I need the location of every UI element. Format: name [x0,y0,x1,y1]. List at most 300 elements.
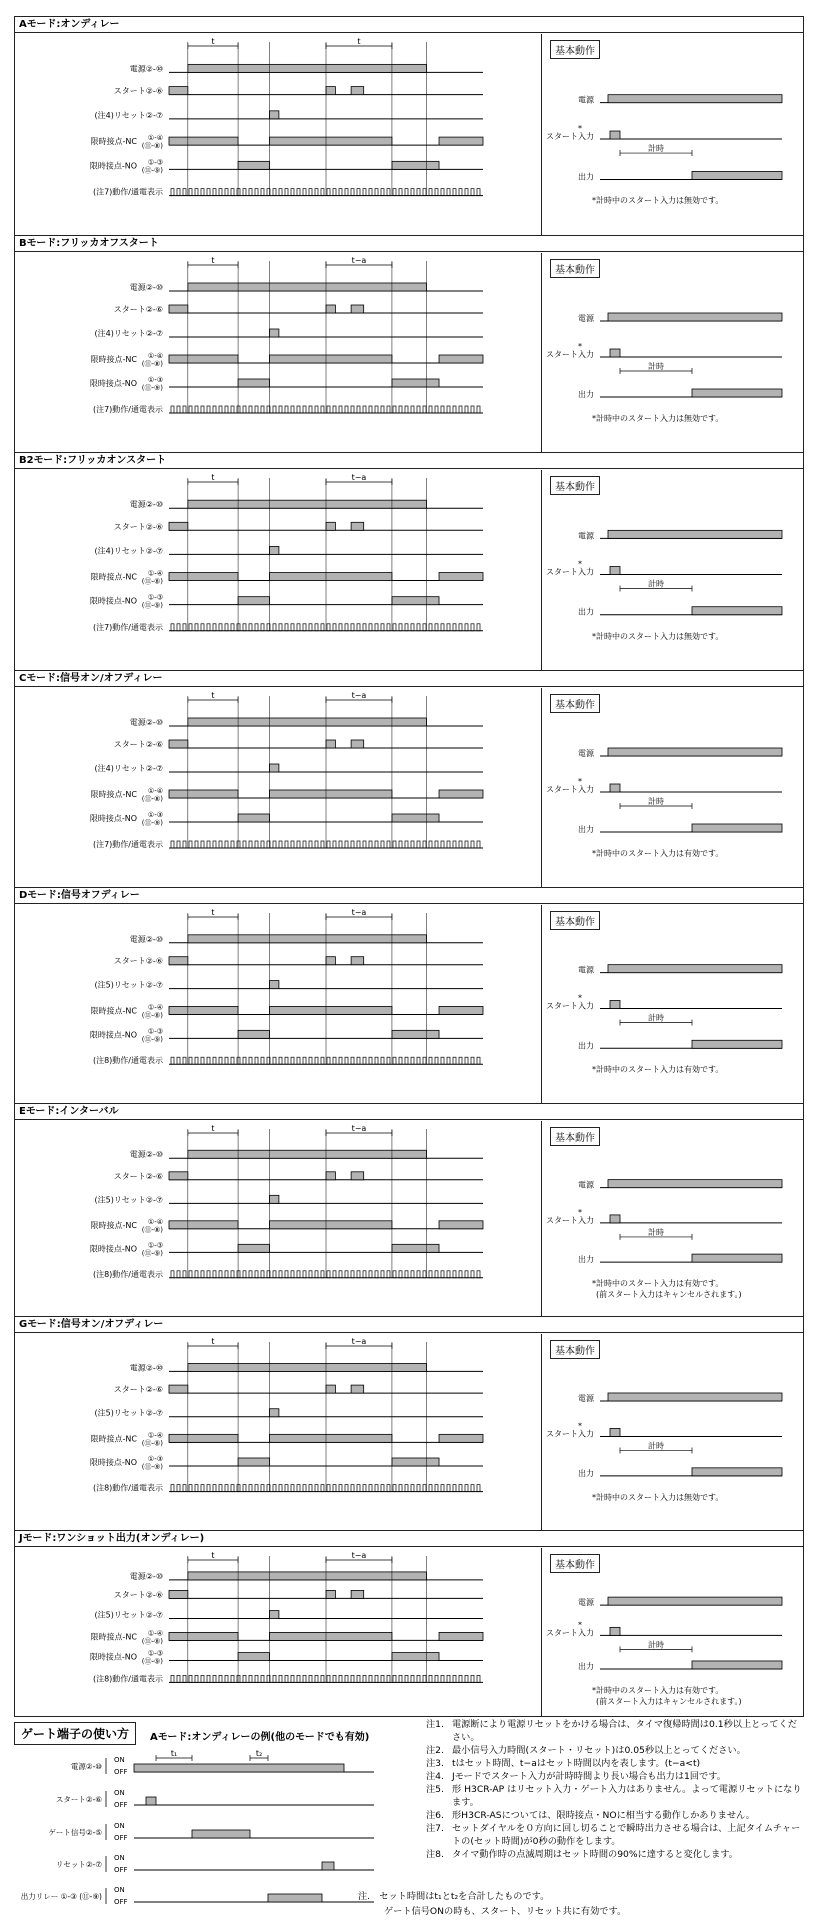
operation-blink [363,841,366,848]
operation-blink [255,189,258,196]
start-pulse [351,1590,364,1598]
operation-blink [201,406,204,413]
operation-blink [459,1675,462,1682]
no-pins-label: (⑪-⑨) [141,166,163,175]
nc-pulse [169,137,238,145]
operation-blink [243,624,246,631]
gate-on-label: ON [114,1886,125,1894]
start-pulse [326,1385,335,1393]
basic-operation-note: *計時中のスタート入力は無効です。 [592,414,724,423]
basic-start-label: スタート入力 [546,1429,594,1439]
basic-operation-note: *計時中のスタート入力は有効です。 [592,849,724,858]
basic-output-pulse [692,1468,782,1476]
no-pulse [238,1458,269,1466]
nc-label: 限時接点-NC [90,355,137,364]
operation-blink [339,1675,342,1682]
basic-operation-title: 基本動作 [550,1340,600,1359]
operation-blink [471,1485,474,1492]
operation-blink [255,1271,258,1278]
operation-label: (注8)動作/通電表示 [92,1056,163,1066]
operation-blink [183,1057,186,1064]
no-pulse [392,1030,439,1038]
operation-blink [321,406,324,413]
basic-power-label: 電源 [578,1598,594,1608]
nc-pulse [169,355,238,363]
nc-label: 限時接点-NC [90,1632,137,1642]
operation-blink [231,406,234,413]
power-label: 電源②-⑩ [129,500,163,510]
start-label: スタート②-⑥ [113,740,163,749]
operation-blink [315,406,318,413]
reset-label: (注5)リセット②-⑦ [94,1610,163,1620]
operation-blink [357,1271,360,1278]
operation-blink [447,1271,450,1278]
operation-blink [189,1675,192,1682]
operation-blink [381,406,384,413]
operation-blink [471,1057,474,1064]
no-label: 限時接点-NO [89,1652,137,1662]
basic-operation-note: *計時中のスタート入力は有効です。 [592,1685,724,1695]
operation-blink [345,189,348,196]
operation-blink [219,406,222,413]
operation-blink [381,189,384,196]
basic-operation-title: 基本動作 [550,911,600,930]
note-text: tはセット時間、t−aはセット時間以内を表します。(t−a<t) [452,1758,701,1769]
note-text: Jモードでスタート入力が計時時間より長い場合も出力は1回です。 [452,1771,726,1782]
basic-output-pulse [692,1254,782,1262]
operation-blink [231,1271,234,1278]
operation-blink [417,1057,420,1064]
time-dimension-label: t−a [351,691,367,700]
operation-blink [423,841,426,848]
basic-star: * [578,777,582,786]
basic-timing-dimension-label: 計時 [648,797,664,806]
operation-blink [219,1057,222,1064]
operation-blink [471,624,474,631]
operation-label: (注8)動作/通電表示 [92,1674,163,1684]
operation-blink [387,1675,390,1682]
start-pulse [169,957,188,965]
start-pulse [169,305,188,313]
basic-start-label: スタート入力 [546,567,594,577]
operation-blink [255,1485,258,1492]
operation-blink [411,406,414,413]
basic-power-label: 電源 [578,95,594,105]
operation-blink [237,1271,240,1278]
operation-blink [333,1057,336,1064]
operation-blink [351,624,354,631]
operation-blink [465,1675,468,1682]
time-dimension-label: t−a [351,1337,367,1346]
operation-blink [369,1057,372,1064]
operation-blink [423,1271,426,1278]
nc-pulse [269,573,391,581]
operation-blink [405,1057,408,1064]
nc-pins-label: (⑪-⑧) [141,577,163,586]
time-dimension-label: t−a [351,1551,367,1560]
operation-blink [423,1057,426,1064]
operation-blink [183,1485,186,1492]
operation-blink [429,1057,432,1064]
operation-blink [339,841,342,848]
no-pulse [238,379,269,387]
basic-output-label: 出力 [578,1255,594,1265]
operation-blink [261,1057,264,1064]
operation-blink [297,624,300,631]
operation-blink [423,1675,426,1682]
note-number: 注8. [426,1849,444,1860]
operation-blink [381,841,384,848]
nc-pulse [269,1434,391,1442]
start-pulse [326,87,335,95]
operation-blink [201,624,204,631]
operation-blink [447,189,450,196]
nc-label: 限時接点-NC [90,1434,137,1444]
basic-power-pulse [608,313,782,321]
reset-pulse [269,111,278,119]
nc-pulse [439,137,483,145]
operation-blink [315,1057,318,1064]
operation-blink [381,1271,384,1278]
power-pulse [188,64,427,72]
reset-label: (注5)リセット②-⑦ [94,1408,163,1418]
operation-blink [315,1271,318,1278]
operation-blink [447,624,450,631]
gate-on-label: ON [114,1822,125,1830]
start-label: スタート②-⑥ [113,956,163,966]
note-text: タイマ動作時の点滅周期はセット時間の90%に達すると変化します。 [452,1849,738,1860]
nc-pins-label: ①-④ [147,134,163,143]
basic-output-label: 出力 [578,607,594,617]
operation-blink [423,624,426,631]
note-item [426,1809,804,1822]
basic-operation-panel [541,253,803,453]
operation-blink [273,189,276,196]
operation-blink [339,1485,342,1492]
operation-blink [465,1057,468,1064]
operation-blink [327,1485,330,1492]
section-title: B2モード:フリッカオンスタート [15,453,803,469]
operation-blink [375,1057,378,1064]
operation-blink [213,406,216,413]
operation-blink [387,189,390,196]
timing-chart-panel [15,1121,541,1317]
nc-pulse [269,1221,391,1229]
operation-blink [405,189,408,196]
note-text: 最小信号入力時間(スタート・リセット)は0.05秒以上とってください。 [452,1745,746,1756]
operation-blink [411,1485,414,1492]
nc-pulse [169,790,238,798]
operation-blink [285,189,288,196]
operation-blink [375,1271,378,1278]
reset-label: (注5)リセット②-⑦ [94,980,163,990]
no-label: 限時接点-NO [89,814,137,823]
section-title: Jモード:ワンショット出力(オンディレー) [15,1531,803,1547]
operation-blink [387,1271,390,1278]
operation-blink [339,1271,342,1278]
basic-operation-title: 基本動作 [550,476,600,495]
operation-blink [387,841,390,848]
start-pulse [326,957,335,965]
operation-blink [351,189,354,196]
section-title: Eモード:インターバル [15,1104,803,1120]
basic-power-label: 電源 [578,314,594,323]
no-pins-label: ①-③ [147,1241,163,1250]
basic-operation-panel [541,1121,803,1317]
operation-blink [231,1485,234,1492]
operation-blink [285,841,288,848]
basic-start-pulse [610,784,620,792]
nc-pulse [169,573,238,581]
operation-blink [243,1675,246,1682]
operation-blink [411,1675,414,1682]
operation-blink [345,1485,348,1492]
operation-blink [231,189,234,196]
operation-blink [357,841,360,848]
operation-blink [345,841,348,848]
operation-blink [405,406,408,413]
operation-blink [441,406,444,413]
operation-blink [225,1057,228,1064]
gate-row-label: ゲート信号②-⑤ [48,1828,102,1837]
start-pulse [326,305,335,313]
operation-blink [453,406,456,413]
operation-blink [303,624,306,631]
gate-on-label: ON [114,1756,125,1764]
operation-blink [219,189,222,196]
timing-section-2 [14,235,804,454]
time-dimension-label: t [211,1124,215,1133]
operation-blink [309,406,312,413]
operation-blink [417,841,420,848]
basic-output-pulse [692,1661,782,1669]
no-pins-label: (⑪-⑨) [141,384,163,392]
operation-blink [441,189,444,196]
start-pulse [351,957,364,965]
operation-blink [183,1271,186,1278]
operation-blink [201,841,204,848]
operation-blink [273,1057,276,1064]
operation-blink [465,1271,468,1278]
start-label: スタート②-⑥ [113,1385,163,1395]
basic-start-label: スタート入力 [546,132,594,142]
basic-star: * [578,1620,582,1630]
operation-blink [207,406,210,413]
operation-blink [189,1271,192,1278]
operation-blink [321,1675,324,1682]
operation-blink [417,189,420,196]
operation-blink [255,406,258,413]
gate-row-label: 出力リレー ①-③ (⑪-⑨) [20,1892,102,1901]
operation-blink [195,1271,198,1278]
operation-blink [453,841,456,848]
nc-pulse [269,1006,391,1014]
no-pins-label: (⑪-⑨) [141,1035,163,1044]
nc-pins-label: ①-④ [147,787,163,795]
operation-blink [183,189,186,196]
basic-operation-title: 基本動作 [550,1127,600,1146]
basic-output-pulse [692,389,782,397]
operation-blink [375,406,378,413]
operation-blink [285,624,288,631]
section-title: Gモード:信号オン/オフディレー [15,1317,803,1333]
operation-blink [297,1057,300,1064]
power-label: 電源②-⑩ [129,1150,163,1160]
operation-blink [339,1057,342,1064]
operation-blink [231,1675,234,1682]
operation-blink [303,1675,306,1682]
power-pulse [188,935,427,943]
operation-blink [309,1675,312,1682]
operation-blink [303,1057,306,1064]
operation-blink [171,189,174,196]
operation-blink [303,1271,306,1278]
operation-blink [465,189,468,196]
operation-blink [399,841,402,848]
operation-blink [231,624,234,631]
timing-chart [15,470,541,671]
operation-blink [303,189,306,196]
basic-output-pulse [692,607,782,615]
timing-chart [15,905,541,1104]
operation-blink [339,406,342,413]
operation-blink [363,406,366,413]
operation-blink [429,841,432,848]
timing-section-3 [14,452,804,672]
power-label: 電源②-⑩ [129,64,163,74]
operation-blink [291,1485,294,1492]
nc-pulse [439,355,483,363]
nc-pins-label: ①-④ [147,1217,163,1226]
operation-blink [231,1057,234,1064]
operation-blink [201,1675,204,1682]
no-pins-label: ①-③ [147,1454,163,1463]
operation-blink [261,1485,264,1492]
operation-blink [357,1675,360,1682]
operation-blink [297,1485,300,1492]
operation-blink [453,1485,456,1492]
nc-pins-label: (⑪-⑧) [141,1439,163,1448]
timing-chart-panel [15,470,541,671]
nc-pulse [269,355,391,363]
basic-operation-title: 基本動作 [550,40,600,59]
basic-timing-dimension-label: 計時 [648,1441,664,1451]
operation-blink [399,624,402,631]
operation-blink [243,1485,246,1492]
operation-blink [453,1271,456,1278]
operation-blink [375,1485,378,1492]
operation-blink [261,841,264,848]
start-label: スタート②-⑥ [113,305,163,314]
operation-blink [435,406,438,413]
operation-label: (注7)動作/通電表示 [92,840,163,849]
operation-blink [375,841,378,848]
operation-blink [249,189,252,196]
operation-blink [393,1675,396,1682]
operation-blink [453,624,456,631]
no-pulse [392,1244,439,1252]
operation-blink [249,1675,252,1682]
operation-blink [393,1057,396,1064]
gate-off-label: OFF [114,1801,128,1809]
no-label: 限時接点-NO [89,1244,137,1254]
operation-blink [375,189,378,196]
operation-blink [351,841,354,848]
operation-blink [333,406,336,413]
operation-label: (注7)動作/通電表示 [92,622,163,632]
nc-pins-label: (⑪-⑧) [141,360,163,368]
operation-label: (注8)動作/通電表示 [92,1483,163,1493]
note-text: セットダイヤルを０方向に回し切ることで瞬時出力させる場合は、上記タイムチャートの(セット時間)が0秒の動作をします。 [452,1823,801,1847]
operation-blink [237,406,240,413]
basic-power-pulse [608,530,782,538]
operation-blink [237,1675,240,1682]
operation-blink [363,189,366,196]
operation-blink [291,1057,294,1064]
basic-operation-panel [541,688,803,888]
reset-pulse [269,1611,278,1619]
operation-blink [429,1271,432,1278]
operation-blink [363,624,366,631]
operation-blink [399,1057,402,1064]
no-pulse [392,814,439,822]
operation-blink [261,1675,264,1682]
operation-blink [387,1057,390,1064]
operation-blink [411,189,414,196]
nc-label: 限時接点-NC [90,1006,137,1016]
note-text: 形H3CR-ASについては、限時接点・NOに相当する動作しかありません。 [452,1810,755,1821]
operation-blink [327,1675,330,1682]
operation-blink [405,1271,408,1278]
operation-blink [273,1675,276,1682]
operation-blink [345,406,348,413]
operation-blink [477,841,480,848]
operation-blink [309,1271,312,1278]
operation-blink [429,1485,432,1492]
operation-blink [207,1485,210,1492]
operation-blink [201,189,204,196]
start-pulse [351,522,364,530]
basic-output-pulse [692,824,782,832]
operation-blink [405,1485,408,1492]
nc-pins-label: ①-④ [147,1431,163,1440]
operation-blink [303,406,306,413]
start-pulse [351,1385,364,1393]
timing-section-7 [14,1316,804,1532]
nc-pulse [439,573,483,581]
operation-blink [381,1485,384,1492]
basic-power-pulse [608,748,782,756]
gate-off-label: OFF [114,1768,128,1776]
basic-timing-dimension-label: 計時 [648,1227,664,1237]
note-item [426,1848,804,1861]
timing-chart [15,253,541,453]
operation-blink [471,189,474,196]
timing-chart [15,34,541,236]
operation-blink [423,406,426,413]
operation-blink [171,1675,174,1682]
operation-blink [291,841,294,848]
operation-blink [369,406,372,413]
operation-blink [279,1485,282,1492]
operation-blink [315,1485,318,1492]
basic-star: * [578,1421,582,1431]
operation-blink [171,1057,174,1064]
operation-blink [183,624,186,631]
operation-blink [309,189,312,196]
operation-blink [393,1271,396,1278]
start-pulse [169,740,188,748]
